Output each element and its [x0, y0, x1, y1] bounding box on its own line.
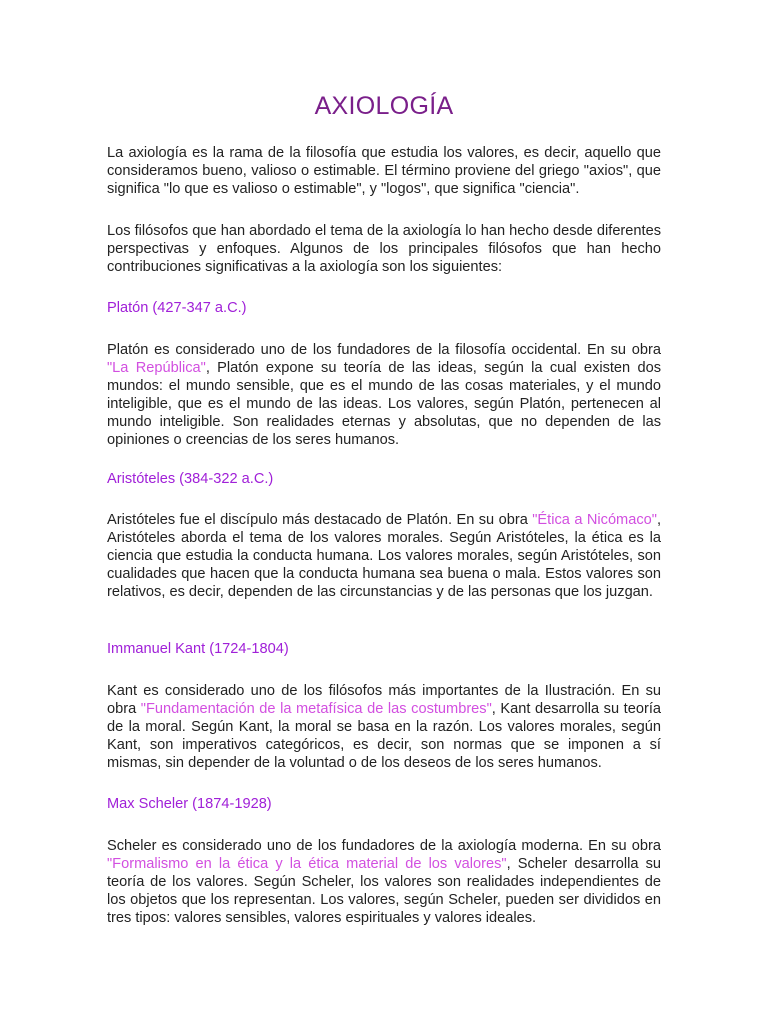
section-text-before: Aristóteles fue el discípulo más destacado de Platón. En su obra: [107, 512, 533, 528]
intro-paragraph-1: La axiología es la rama de la filosofía que estudia los valores, es decir, aquello que consideramos bueno, valioso o estimable. El término proviene del griego "axios", que significa "lo que es valioso o estimable", y "logos", que significa "ciencia".: [107, 145, 661, 197]
section-heading-kant: Immanuel Kant (1724-1804): [107, 641, 289, 657]
section-paragraph-platon: [107, 341, 661, 449]
section-text-before: Platón es considerado uno de los fundadores de la filosofía occidental. En su obra: [107, 342, 661, 358]
section-text-after: , Kant desarrolla su teoría de la moral. Según Kant, la moral se basa en la razón. Los valores morales, según Kant, son imperativos categóricos, es decir, son normas que se imponen a sí mismas, sin depender de la voluntad o de los deseos de los seres humanos.: [107, 701, 661, 771]
section-text-before: Kant es considerado uno de los filósofos más importantes de la Ilustración. En su obra: [107, 683, 661, 717]
intro-paragraph-2: Los filósofos que han abordado el tema de la axiología lo han hecho desde diferentes perspectivas y enfoques. Algunos de los principales filósofos que han hecho contribuciones significativas a la axiología son los siguientes:: [107, 223, 661, 275]
section-heading-platon: Platón (427-347 a.C.): [107, 300, 247, 316]
section-heading-scheler: Max Scheler (1874-1928): [107, 796, 272, 812]
section-text-before: Scheler es considerado uno de los fundadores de la axiología moderna. En su obra: [107, 838, 661, 854]
section-paragraph-scheler: [107, 837, 661, 927]
section-text-after: , Aristóteles aborda el tema de los valores morales. Según Aristóteles, la ética es la ciencia que estudia la conducta humana. Los valores morales, según Aristóteles, son cualidades que hacen que la conducta humana sea buena o mala. Estos valores son relativos, es decir, dependen de las circunstancias y de las personas que los juzgan.: [107, 512, 661, 600]
section-paragraph-aristoteles: [107, 511, 661, 601]
work-title-link[interactable]: "Ética a Nicómaco": [532, 512, 657, 528]
work-title-link[interactable]: "La República": [107, 360, 206, 376]
section-text-after: , Platón expone su teoría de las ideas, según la cual existen dos mundos: el mundo sensible, que es el mundo de las cosas materiales, y el mundo inteligible, que es el mundo de las ideas. Los valores, según Platón, pertenecen al mundo inteligible. Son realidades eternas y absolutas, que no dependen de las opiniones o creencias de los seres humanos.: [107, 360, 661, 448]
section-text-after: , Scheler desarrolla su teoría de los valores. Según Scheler, los valores son realidades independientes de los objetos que los representan. Los valores, según Scheler, pueden ser divididos en tres tipos: valores sensibles, valores espirituales y valores ideales.: [107, 856, 661, 926]
work-title-link[interactable]: "Formalismo en la ética y la ética material de los valores": [107, 856, 507, 872]
work-title-link[interactable]: "Fundamentación de la metafísica de las costumbres": [140, 701, 492, 717]
document-title: AXIOLOGÍA: [314, 92, 454, 120]
section-paragraph-kant: [107, 682, 661, 772]
section-heading-aristoteles: Aristóteles (384-322 a.C.): [107, 471, 274, 487]
